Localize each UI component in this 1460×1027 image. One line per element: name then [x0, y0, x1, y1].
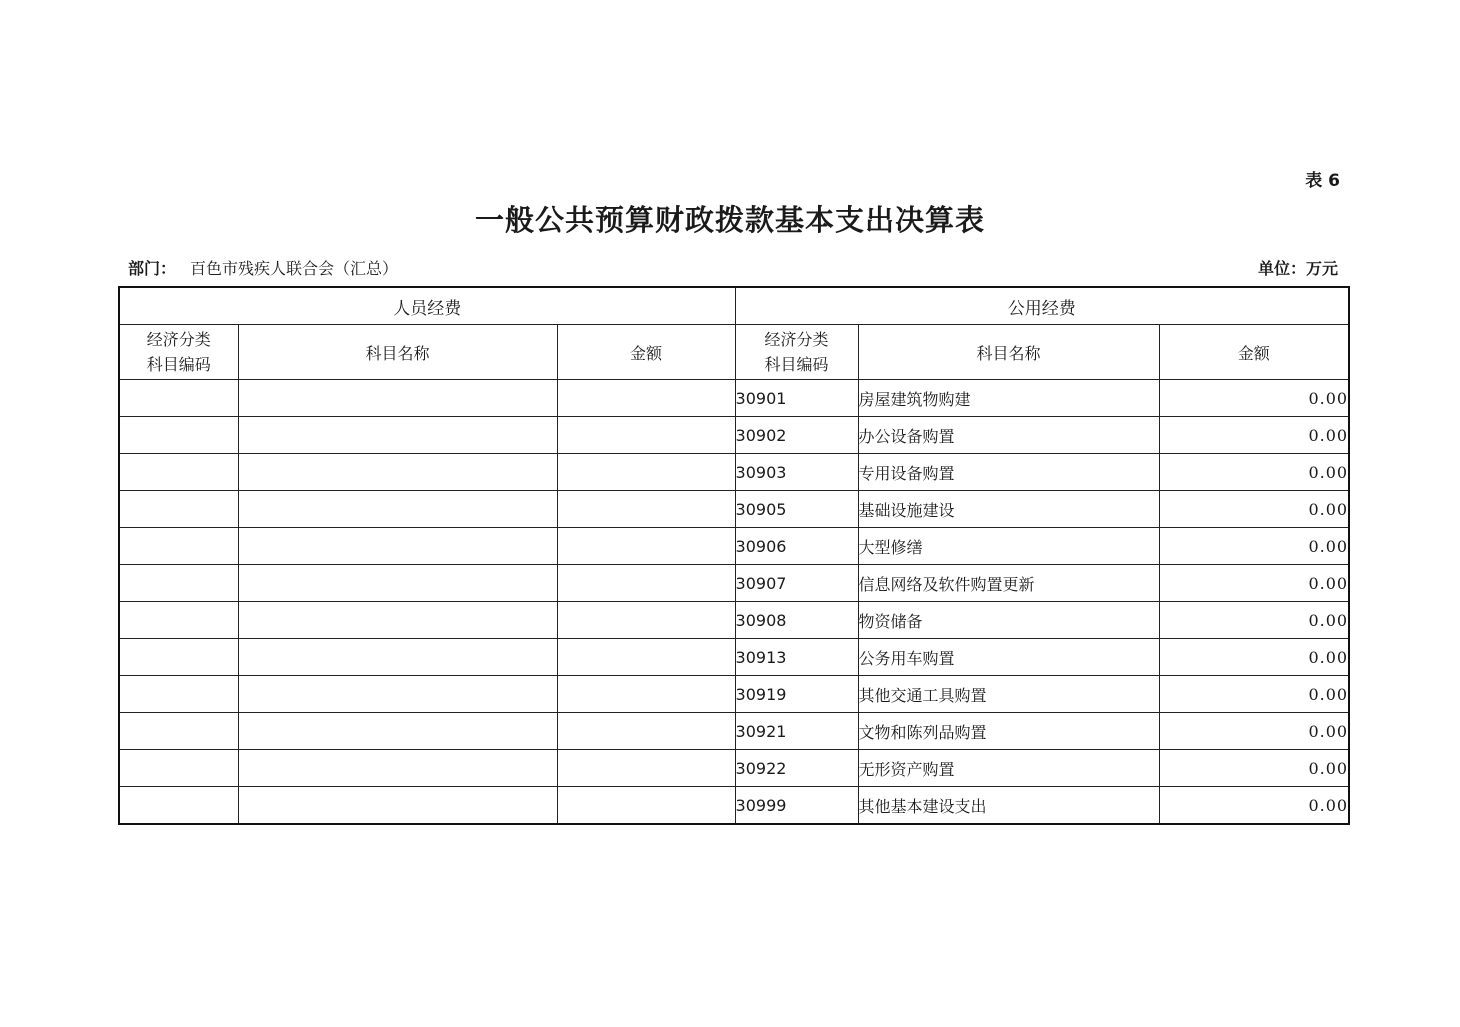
personnel-name-cell — [238, 491, 557, 528]
public-code-cell: 30901 — [735, 380, 858, 417]
public-code-cell: 30907 — [735, 565, 858, 602]
personnel-expense-header: 人员经费 — [119, 287, 735, 325]
personnel-code-cell — [119, 639, 238, 676]
table-row — [119, 454, 1349, 491]
department-name: 百色市残疾人联合会（汇总） — [190, 259, 399, 278]
public-amount-cell: 0.00 — [1159, 491, 1349, 528]
personnel-code-cell — [119, 454, 238, 491]
code-header-line2: 科目编码 — [146, 355, 211, 374]
public-name-cell: 办公设备购置 — [858, 417, 1159, 454]
personnel-name-cell — [238, 528, 557, 565]
personnel-code-cell — [119, 787, 238, 825]
public-name-cell: 其他基本建设支出 — [858, 787, 1159, 825]
public-name-header: 科目名称 — [858, 325, 1159, 380]
personnel-amount-cell — [557, 639, 735, 676]
public-code-cell: 30999 — [735, 787, 858, 825]
personnel-name-cell — [238, 750, 557, 787]
personnel-amount-header: 金额 — [557, 325, 735, 380]
personnel-code-header — [119, 325, 238, 380]
table-row — [119, 380, 1349, 417]
personnel-name-cell — [238, 565, 557, 602]
document-title: 一般公共预算财政拨款基本支出决算表 — [474, 203, 985, 237]
table-row — [119, 676, 1349, 713]
public-code-cell: 30902 — [735, 417, 858, 454]
public-amount-cell: 0.00 — [1159, 676, 1349, 713]
code-header-line1: 经济分类 — [764, 330, 829, 349]
personnel-amount-cell — [557, 750, 735, 787]
budget-table — [118, 286, 1350, 825]
public-amount-cell: 0.00 — [1159, 750, 1349, 787]
personnel-amount-cell — [557, 602, 735, 639]
public-amount-cell: 0.00 — [1159, 602, 1349, 639]
personnel-code-cell — [119, 528, 238, 565]
public-amount-cell: 0.00 — [1159, 454, 1349, 491]
personnel-code-cell — [119, 491, 238, 528]
group-header-row — [119, 287, 1349, 325]
personnel-amount-cell — [557, 713, 735, 750]
public-name-cell: 基础设施建设 — [858, 491, 1159, 528]
personnel-name-cell — [238, 380, 557, 417]
public-code-cell: 30905 — [735, 491, 858, 528]
public-expense-header: 公用经费 — [735, 287, 1349, 325]
public-code-cell: 30919 — [735, 676, 858, 713]
table-row — [119, 639, 1349, 676]
personnel-name-cell — [238, 713, 557, 750]
public-code-cell: 30921 — [735, 713, 858, 750]
personnel-amount-cell — [557, 676, 735, 713]
personnel-name-cell — [238, 639, 557, 676]
table-row — [119, 491, 1349, 528]
public-code-cell: 30903 — [735, 454, 858, 491]
public-amount-cell: 0.00 — [1159, 565, 1349, 602]
public-name-cell: 专用设备购置 — [858, 454, 1159, 491]
personnel-amount-cell — [557, 528, 735, 565]
public-name-cell: 公务用车购置 — [858, 639, 1159, 676]
public-code-cell: 30922 — [735, 750, 858, 787]
table-row — [119, 713, 1349, 750]
public-amount-cell: 0.00 — [1159, 713, 1349, 750]
personnel-name-cell — [238, 454, 557, 491]
public-code-cell: 30908 — [735, 602, 858, 639]
personnel-name-cell — [238, 787, 557, 825]
department-info — [128, 256, 398, 279]
table-number: 表 6 — [1305, 171, 1340, 191]
table-row — [119, 528, 1349, 565]
meta-row — [128, 256, 1338, 280]
personnel-code-cell — [119, 417, 238, 454]
personnel-amount-cell — [557, 565, 735, 602]
table-row — [119, 417, 1349, 454]
personnel-amount-cell — [557, 454, 735, 491]
table-row — [119, 750, 1349, 787]
personnel-code-cell — [119, 750, 238, 787]
public-name-cell: 房屋建筑物购建 — [858, 380, 1159, 417]
public-amount-cell: 0.00 — [1159, 639, 1349, 676]
personnel-code-cell — [119, 602, 238, 639]
public-name-cell: 信息网络及软件购置更新 — [858, 565, 1159, 602]
code-header-line2: 科目编码 — [764, 355, 829, 374]
table-row — [119, 565, 1349, 602]
personnel-amount-cell — [557, 491, 735, 528]
personnel-code-cell — [119, 565, 238, 602]
code-header-line1: 经济分类 — [146, 330, 211, 349]
public-name-cell: 物资储备 — [858, 602, 1159, 639]
personnel-name-cell — [238, 602, 557, 639]
public-amount-header: 金额 — [1159, 325, 1349, 380]
public-name-cell: 文物和陈列品购置 — [858, 713, 1159, 750]
personnel-name-header: 科目名称 — [238, 325, 557, 380]
personnel-code-cell — [119, 713, 238, 750]
public-amount-cell: 0.00 — [1159, 417, 1349, 454]
table-row — [119, 602, 1349, 639]
unit-info — [1258, 256, 1338, 279]
public-amount-cell: 0.00 — [1159, 380, 1349, 417]
public-code-cell: 30906 — [735, 528, 858, 565]
public-amount-cell: 0.00 — [1159, 787, 1349, 825]
public-name-cell: 大型修缮 — [858, 528, 1159, 565]
public-name-cell: 其他交通工具购置 — [858, 676, 1159, 713]
department-label: 部门： — [128, 259, 177, 278]
column-header-row — [119, 325, 1349, 380]
public-amount-cell: 0.00 — [1159, 528, 1349, 565]
personnel-amount-cell — [557, 380, 735, 417]
table-row — [119, 787, 1349, 825]
personnel-amount-cell — [557, 417, 735, 454]
public-code-cell: 30913 — [735, 639, 858, 676]
unit-label: 单位：万元 — [1257, 259, 1338, 278]
personnel-code-cell — [119, 676, 238, 713]
personnel-name-cell — [238, 676, 557, 713]
public-name-cell: 无形资产购置 — [858, 750, 1159, 787]
personnel-name-cell — [238, 417, 557, 454]
public-code-header — [735, 325, 858, 380]
personnel-code-cell — [119, 380, 238, 417]
personnel-amount-cell — [557, 787, 735, 825]
